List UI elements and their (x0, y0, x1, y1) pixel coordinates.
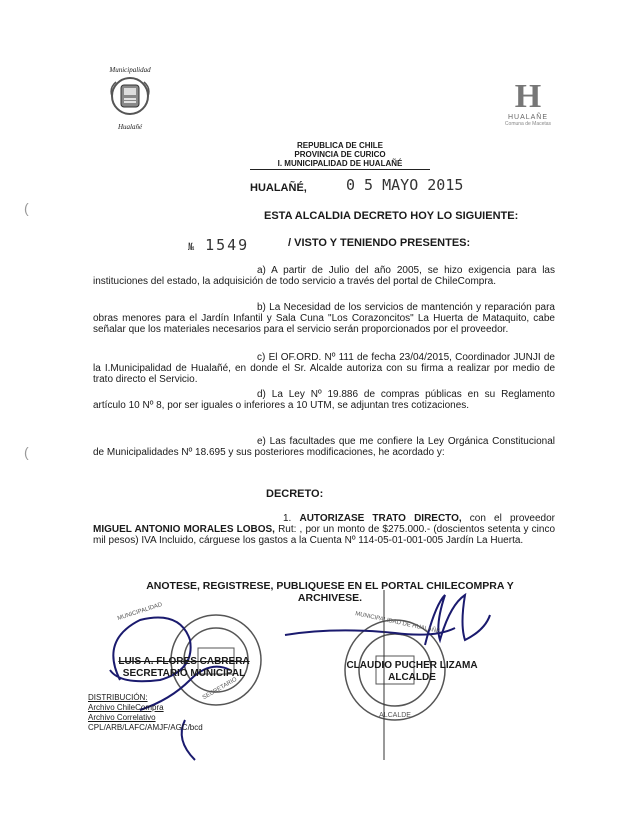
paragraph-d: d) La Ley Nº 19.886 de compras públicas en su Reglamento artículo 10 Nº 8, por ser iguales o inferiores a 10 UTM, se adjuntan tres cotizaciones. (93, 389, 555, 411)
header-line-1: REPUBLICA DE CHILE (297, 141, 383, 150)
seal-top-text: Municipalidad (109, 66, 151, 74)
secretario-name: LUIS A. FLORES CABRERA (118, 656, 250, 667)
distribution-line: Archivo Correlativo (88, 713, 156, 722)
provider-name: MIGUEL ANTONIO MORALES LOBOS, (93, 524, 275, 535)
paragraph-a: a) A partir de Julio del año 2005, se hizo exigencia para las instituciones del estado, la adquisición de todo servicio a través del portal de ChileCompra. (93, 265, 555, 287)
decreto-heading: DECRETO: (266, 488, 324, 500)
decree-number-value: 1549 (205, 236, 250, 254)
alcaldia-heading: ESTA ALCALDIA DECRETO HOY LO SIGUIENTE: (264, 210, 519, 222)
municipal-seal (106, 66, 154, 136)
header-line-2: PROVINCIA DE CURICO (294, 150, 386, 159)
visto-heading: / VISTO Y TENIENDO PRESENTES: (288, 237, 471, 249)
paragraph-e: e) Las facultades que me confiere la Ley Orgánica Constitucional de Municipalidades Nº 18.695 y sus posteriores modificaciones, he acordado y: (93, 436, 555, 458)
logo-letter: H (514, 78, 542, 115)
paragraph-c: c) El OF.ORD. Nº 111 de fecha 23/04/2015, Coordinador JUNJI de la I.Municipalidad de Hualañé, en donde el Sr. Alcalde autoriza con su firma a realizar por medio de trato directo el Servicio. (93, 352, 555, 385)
distribution-line: Archivo ChileCompra (88, 703, 164, 712)
distribution-line: CPL/ARB/LAFC/AMJF/AGC/bcd (88, 723, 203, 732)
alcalde-title: ALCALDE (388, 672, 436, 683)
alcalde-stamp-bottom: ALCALDE (379, 712, 411, 719)
decree-number (188, 236, 249, 254)
number-sign-icon: № (188, 242, 195, 253)
margin-punch-mark: ( (24, 200, 29, 216)
alcalde-signature-block (332, 660, 492, 684)
paragraph-b: b) La Necesidad de los servicios de mantención y reparación para obras menores para el Jardín Infantil y Sala Cuna "Los Corazoncitos" La Huerta de Mataquito, cabe señalar que los materiales necesarios para el servicio serán proporcionados por el proveedor. (93, 302, 555, 335)
secretario-title: SECRETARIO MUNICIPAL (122, 668, 246, 679)
secretario-signature-block (104, 656, 264, 680)
anotese-clause: ANOTESE, REGISTRESE, PUBLIQUESE EN EL PORTAL CHILECOMPRA Y ARCHIVESE. (146, 580, 514, 604)
alcalde-stamp-top: MUNICIPALIDAD DE HUALAÑE (354, 611, 441, 635)
resolution-paragraph: 1. AUTORIZASE TRATO DIRECTO, con el proveedor MIGUEL ANTONIO MORALES LOBOS, Rut: , por un monto de $275.000.- (doscientos setenta y cinco mil pesos) IVA Incluido, cárguese los gastos a la Cuenta Nº 114-05-01-001-005 Jardín La Huerta. (93, 513, 555, 546)
resolution-lead: AUTORIZASE TRATO DIRECTO, (299, 513, 462, 524)
secretary-stamp-bottom: SECRETARIO (201, 676, 239, 702)
logo-name: HUALAÑE (507, 114, 549, 121)
distribution-heading: DISTRIBUCIÓN: (88, 693, 148, 702)
hualane-logo (500, 80, 556, 127)
place-label: HUALAÑÉ, (250, 182, 307, 194)
coat-of-arms-icon (108, 74, 152, 118)
secretary-stamp-top: MUNICIPALIDAD (116, 601, 164, 623)
seal-bottom-text: Hualañé (117, 123, 143, 131)
logo-tagline: Comuna de Macetas (504, 121, 552, 127)
document-header (250, 141, 430, 170)
alcalde-name: CLAUDIO PUCHER LIZAMA (346, 660, 478, 671)
distribution-list (88, 693, 203, 733)
date-stamp: 0 5 MAYO 2015 (346, 176, 464, 194)
margin-punch-mark: ( (24, 444, 29, 460)
header-line-3: I. MUNICIPALIDAD DE HUALAÑÉ (250, 159, 430, 170)
